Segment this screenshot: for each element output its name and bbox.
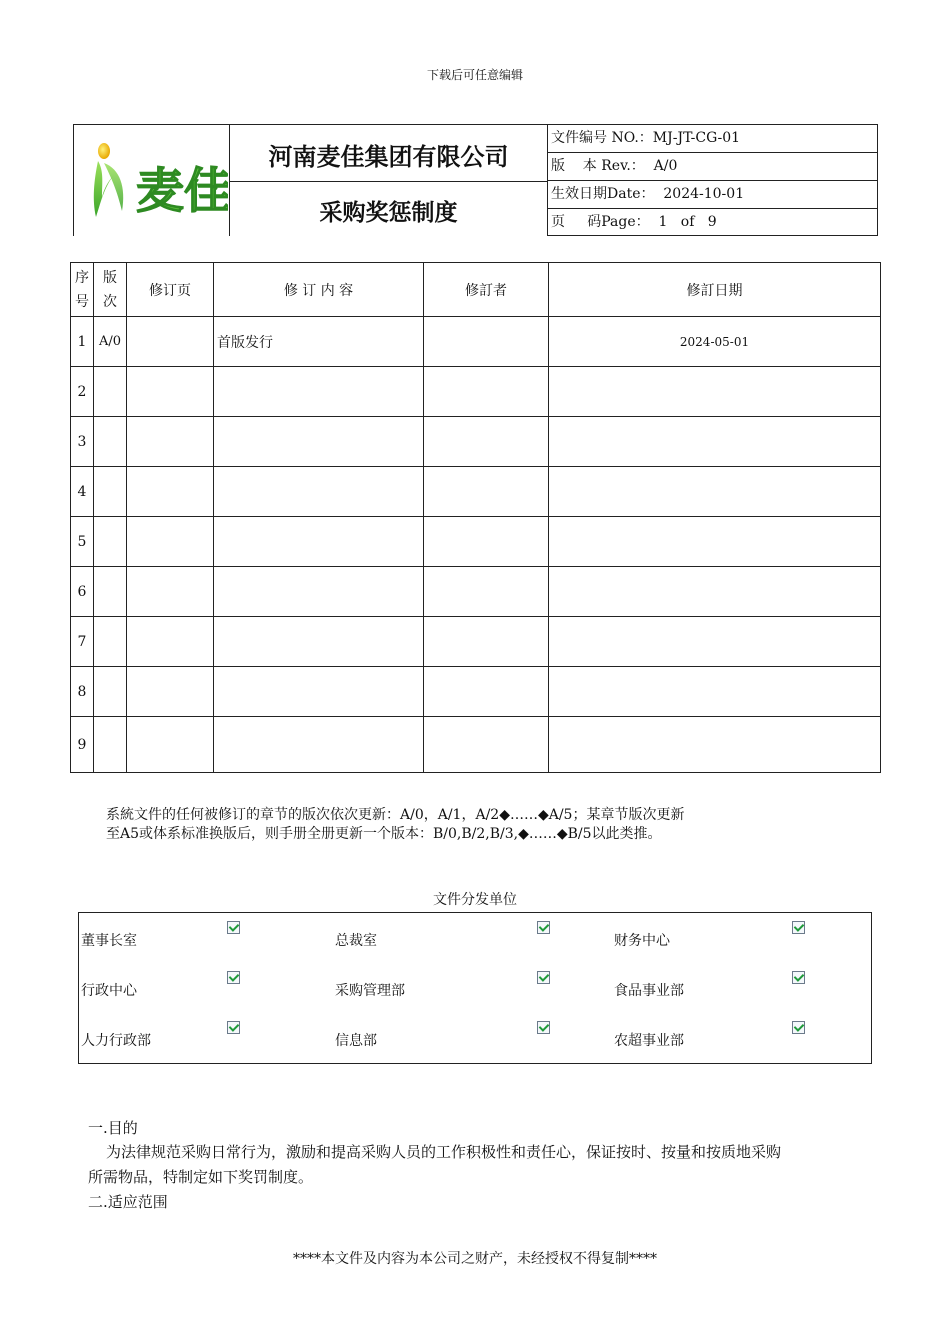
dist-unit-label: 信息部: [335, 1033, 377, 1049]
checkbox-checked-icon[interactable]: [537, 921, 550, 934]
doc-revision: 版 本 Rev.： A/0: [548, 153, 877, 181]
section-2-title: 二.适应范围: [88, 1193, 168, 1211]
dist-unit-label: 行政中心: [81, 983, 137, 999]
header-reviser: 修訂者: [424, 263, 549, 317]
company-logo: [73, 124, 229, 236]
table-row: 4: [71, 467, 881, 517]
header-seq: 序 号: [71, 263, 94, 317]
dist-unit-label: 人力行政部: [81, 1033, 151, 1049]
checkbox-checked-icon[interactable]: [792, 1021, 805, 1034]
header-content: 修 订 内 容: [214, 263, 424, 317]
revision-table-header: [71, 263, 881, 317]
checkbox-checked-icon[interactable]: [227, 1021, 240, 1034]
document-title: 采购奖惩制度: [319, 200, 458, 226]
header-version: 版 次: [94, 263, 127, 317]
table-row: 8: [71, 667, 881, 717]
table-row: 1 A/0 首版发行 2024-05-01: [71, 317, 881, 367]
checkbox-checked-icon[interactable]: [227, 971, 240, 984]
checkbox-checked-icon[interactable]: [792, 921, 805, 934]
dist-unit-label: 食品事业部: [614, 983, 684, 999]
version-note: 系統文件的任何被修订的章节的版次依次更新：A/0，A/1，A/2◆……◆A/5；某章节版次更新 至A5或体系标准换版后，则手册全册更新一个版本：B/0,B/2,B/3,◆……◆B/5以此类推。: [106, 807, 685, 842]
checkbox-checked-icon[interactable]: [537, 971, 550, 984]
document-header: [73, 124, 878, 236]
table-row: 6: [71, 567, 881, 617]
dist-unit-label: 财务中心: [614, 933, 670, 949]
logo-icon: [74, 125, 228, 235]
header-page: 修订页: [127, 263, 214, 317]
table-row: 9: [71, 717, 881, 773]
header-title-block: [229, 124, 547, 236]
checkbox-checked-icon[interactable]: [227, 921, 240, 934]
checkbox-checked-icon[interactable]: [537, 1021, 550, 1034]
company-name: 河南麦佳集团有限公司: [268, 143, 509, 171]
table-row: 3: [71, 417, 881, 467]
checkbox-checked-icon[interactable]: [792, 971, 805, 984]
top-note: 下载后可任意编辑: [426, 68, 523, 82]
footer-notice: ****本文件及内容为本公司之财产，未经授权不得复制****: [293, 1251, 657, 1267]
section-1-title: 一.目的: [88, 1119, 138, 1137]
distribution-box: [78, 912, 872, 1064]
distribution-title: 文件分发单位: [433, 892, 517, 908]
dist-unit-label: 农超事业部: [614, 1033, 684, 1049]
dist-unit-label: 采购管理部: [335, 983, 405, 999]
doc-page: 页 码Page： 1 of 9: [551, 214, 717, 230]
section-1-body: 为法律规范采购日常行为，激励和提高采购人员的工作积极性和责任心，保证按时、按量和按质地采购: [106, 1143, 782, 1161]
dist-unit-label: 董事长室: [81, 933, 137, 949]
document-meta: [547, 124, 878, 236]
header-date: 修訂日期: [549, 263, 881, 317]
revision-table: [70, 262, 881, 773]
section-1-body-cont: 所需物品，特制定如下奖罚制度。: [88, 1168, 314, 1186]
table-row: 5: [71, 517, 881, 567]
table-row: 7: [71, 617, 881, 667]
doc-effective-date: 生效日期Date： 2024-10-01: [548, 181, 877, 209]
logo-text: 麦佳: [136, 163, 228, 219]
dist-unit-label: 总裁室: [335, 933, 377, 949]
doc-number: 文件编号 NO.：MJ-JT-CG-01: [548, 125, 877, 153]
table-row: 2: [71, 367, 881, 417]
